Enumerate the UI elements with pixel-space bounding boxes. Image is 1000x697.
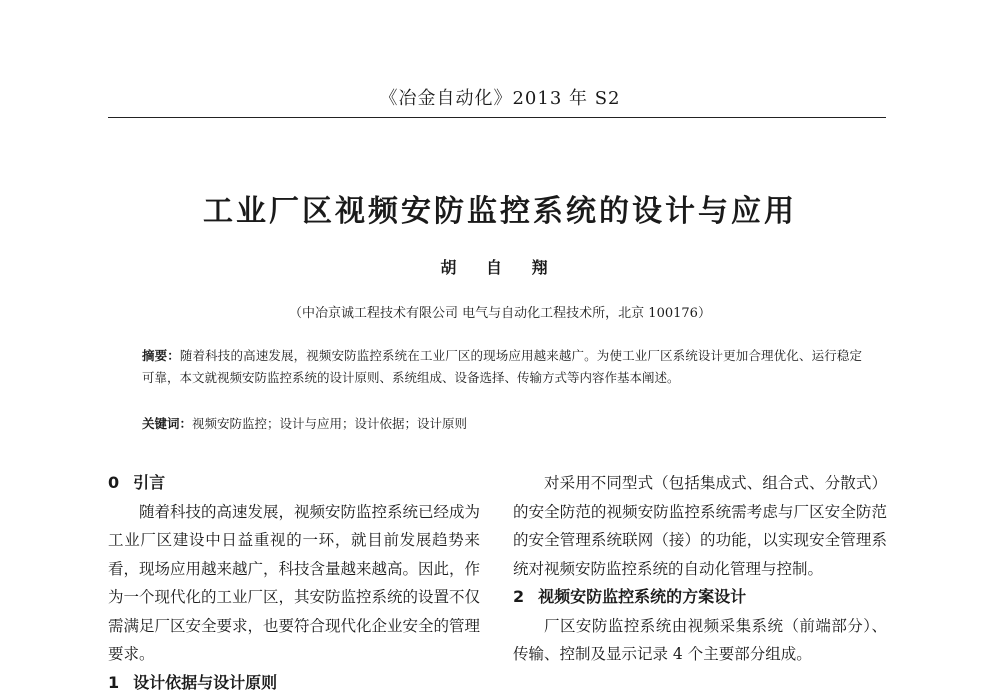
- section-2-paragraph: 厂区安防监控系统由视频采集系统（前端部分）、传输、控制及显示记录 4 个主要部分组成。: [513, 612, 887, 669]
- journal-header: 《冶金自动化》2013 年 S2: [0, 84, 1000, 110]
- article-author: 胡 自 翔: [0, 255, 1000, 278]
- section-2-heading: [513, 583, 887, 612]
- section-0-title: 引言: [133, 473, 165, 492]
- article-title: 工业厂区视频安防监控系统的设计与应用: [0, 186, 1000, 230]
- section-2-title: 视频安防监控系统的方案设计: [538, 587, 746, 606]
- keywords-label: 关键词：: [142, 416, 192, 431]
- section-1-title: 设计依据与设计原则: [133, 673, 277, 692]
- section-0-number: 0: [108, 473, 119, 492]
- section-2-number: 2: [513, 587, 524, 606]
- section-0-paragraph: 随着科技的高速发展，视频安防监控系统已经成为工业厂区建设中日益重视的一环，就目前发展趋势来看，现场应用越来越广，科技含量越来越高。因此，作为一个现代化的工业厂区，其安防监控系统的设置不仅需满足厂区安全要求，也要符合现代化企业安全的管理要求。: [108, 498, 480, 669]
- right-paragraph-1: 对采用不同型式（包括集成式、组合式、分散式）的安全防范的视频安防监控系统需考虑与厂区安全防范的安全管理系统联网（接）的功能，以实现安全管理系统对视频安防监控系统的自动化管理与控制。: [513, 469, 887, 583]
- left-column: [108, 469, 480, 697]
- section-1-heading: [108, 669, 480, 697]
- abstract-label: 摘要：: [142, 348, 180, 363]
- abstract: [142, 345, 862, 389]
- section-0-heading: [108, 469, 480, 498]
- header-rule: [108, 117, 886, 118]
- author-affiliation: （中冶京诚工程技术有限公司 电气与自动化工程技术所，北京 100176）: [0, 302, 1000, 321]
- section-1-number: 1: [108, 673, 119, 692]
- right-column: [513, 469, 887, 669]
- abstract-text: 随着科技的高速发展，视频安防监控系统在工业厂区的现场应用越来越广。为使工业厂区系统设计更加合理优化、运行稳定可靠，本文就视频安防监控系统的设计原则、系统组成、设备选择、传输方式等内容作基本阐述。: [142, 348, 862, 385]
- keywords: [142, 414, 862, 434]
- keywords-text: 视频安防监控；设计与应用；设计依据；设计原则: [192, 416, 467, 431]
